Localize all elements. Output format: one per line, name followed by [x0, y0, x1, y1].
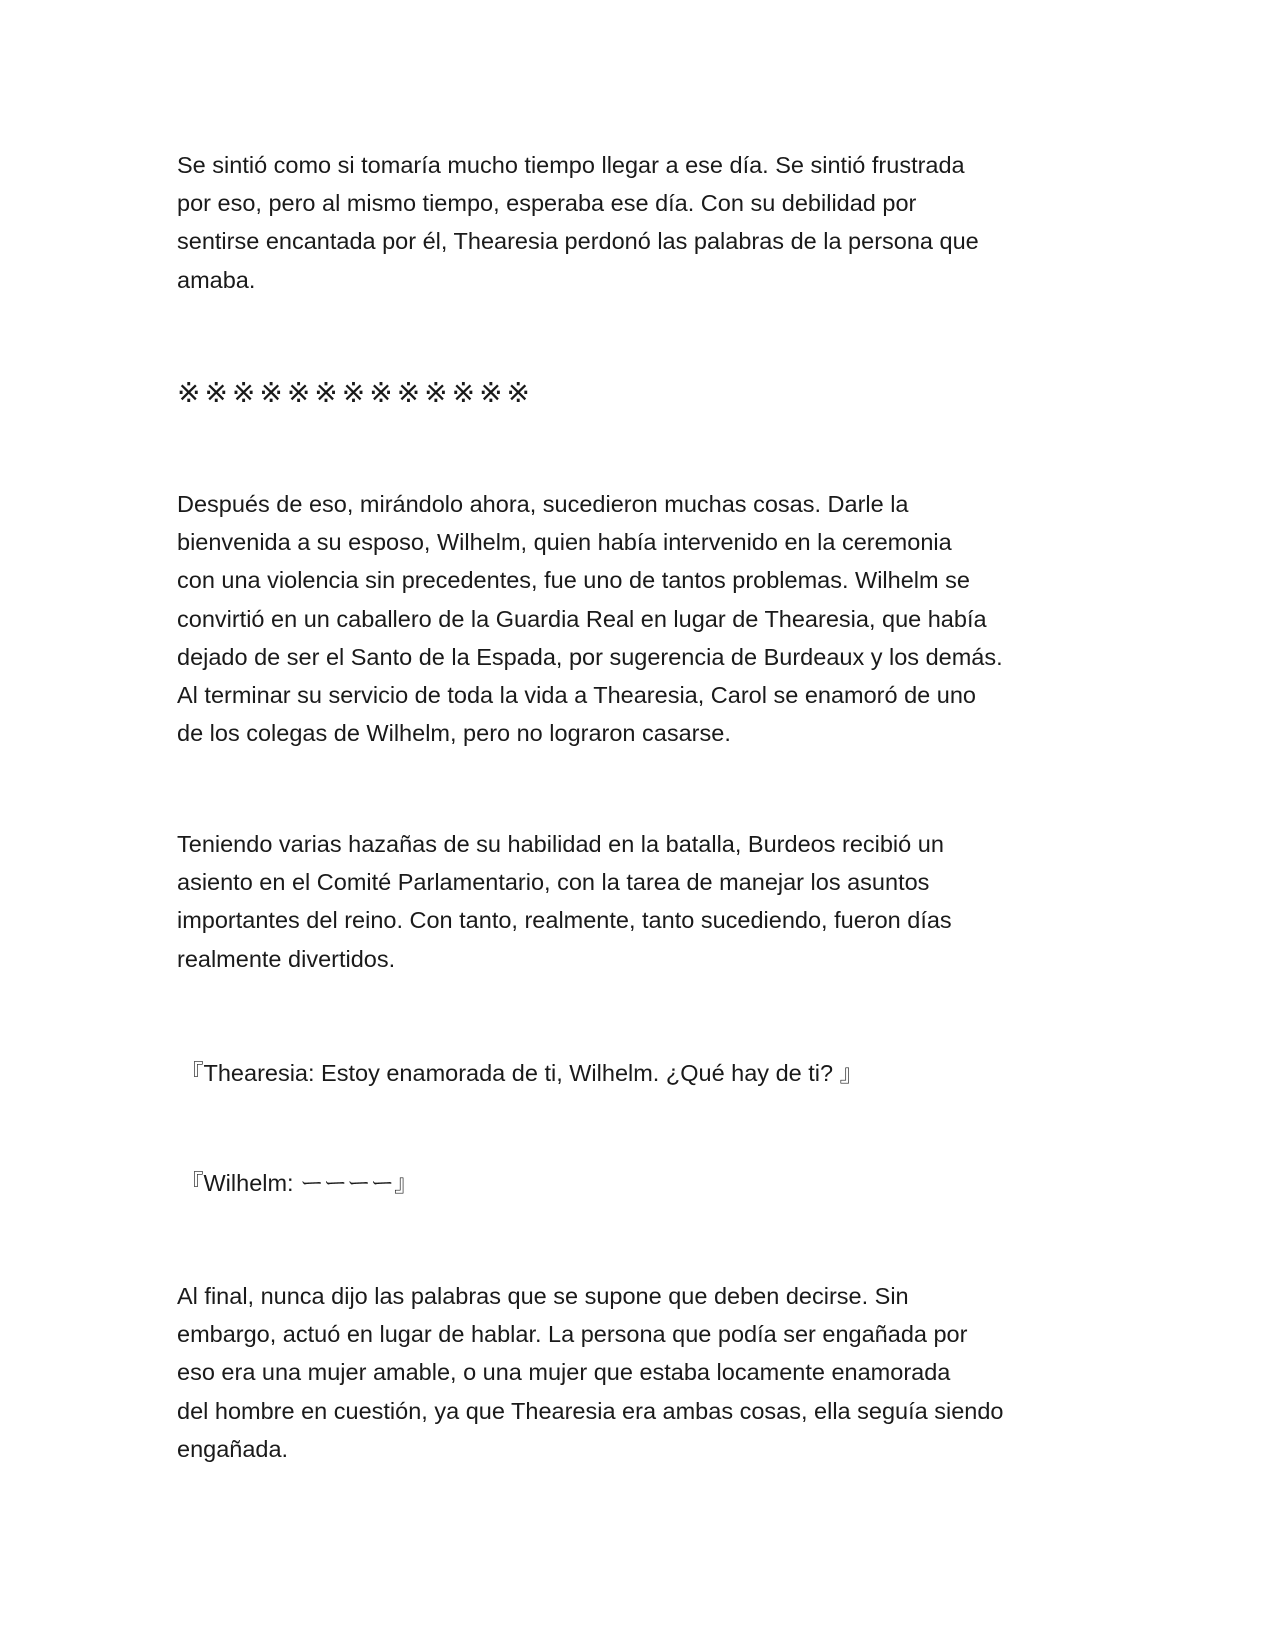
paragraph-line: engañada.: [177, 1435, 289, 1462]
dialogue-thearesia: 『Thearesia: Estoy enamorada de ti, Wilhelm. ¿Qué hay de ti? 』: [180, 1060, 864, 1086]
scene-separator: ※※※※※※※※※※※※※: [177, 376, 534, 409]
paragraph-line: amaba.: [177, 266, 256, 293]
paragraph-line: con una violencia sin precedentes, fue uno de tantos problemas. Wilhelm se: [177, 567, 970, 594]
paragraph-line: importantes del reino. Con tanto, realmente, tanto sucediendo, fueron días: [177, 907, 952, 934]
paragraph-line: Teniendo varias hazañas de su habilidad en la batalla, Burdeos recibió un: [177, 831, 944, 857]
paragraph-line: eso era una mujer amable, o una mujer que estaba locamente enamorada: [177, 1359, 951, 1386]
paragraph-line: dejado de ser el Santo de la Espada, por sugerencia de Burdeaux y los demás.: [177, 643, 1003, 670]
paragraph-4: [177, 1277, 1107, 1468]
paragraph-1: [177, 146, 1107, 299]
paragraph-2: [177, 485, 1107, 752]
paragraph-line: convirtió en un caballero de la Guardia Real en lugar de Thearesia, que había: [177, 605, 987, 632]
paragraph-line: bienvenida a su esposo, Wilhelm, quien había intervenido en la ceremonia: [177, 529, 952, 556]
paragraph-line: Se sintió como si tomaría mucho tiempo llegar a ese día. Se sintió frustrada: [177, 152, 965, 178]
paragraph-line: del hombre en cuestión, ya que Thearesia era ambas cosas, ella seguía siendo: [177, 1397, 1004, 1424]
paragraph-line: por eso, pero al mismo tiempo, esperaba ese día. Con su debilidad por: [177, 190, 917, 217]
dialogue-wilhelm: 『Wilhelm: ーーーー』: [180, 1170, 418, 1196]
paragraph-line: de los colegas de Wilhelm, pero no lograron casarse.: [177, 720, 731, 747]
paragraph-line: Después de eso, mirándolo ahora, sucedieron muchas cosas. Darle la: [177, 491, 909, 517]
paragraph-line: asiento en el Comité Parlamentario, con la tarea de manejar los asuntos: [177, 869, 930, 896]
paragraph-line: embargo, actuó en lugar de hablar. La persona que podía ser engañada por: [177, 1321, 968, 1348]
paragraph-3: [177, 825, 1107, 978]
paragraph-line: Al terminar su servicio de toda la vida a Thearesia, Carol se enamoró de uno: [177, 682, 976, 709]
paragraph-line: sentirse encantada por él, Thearesia perdonó las palabras de la persona que: [177, 228, 979, 255]
paragraph-line: realmente divertidos.: [177, 945, 396, 972]
paragraph-line: Al final, nunca dijo las palabras que se supone que deben decirse. Sin: [177, 1283, 909, 1309]
